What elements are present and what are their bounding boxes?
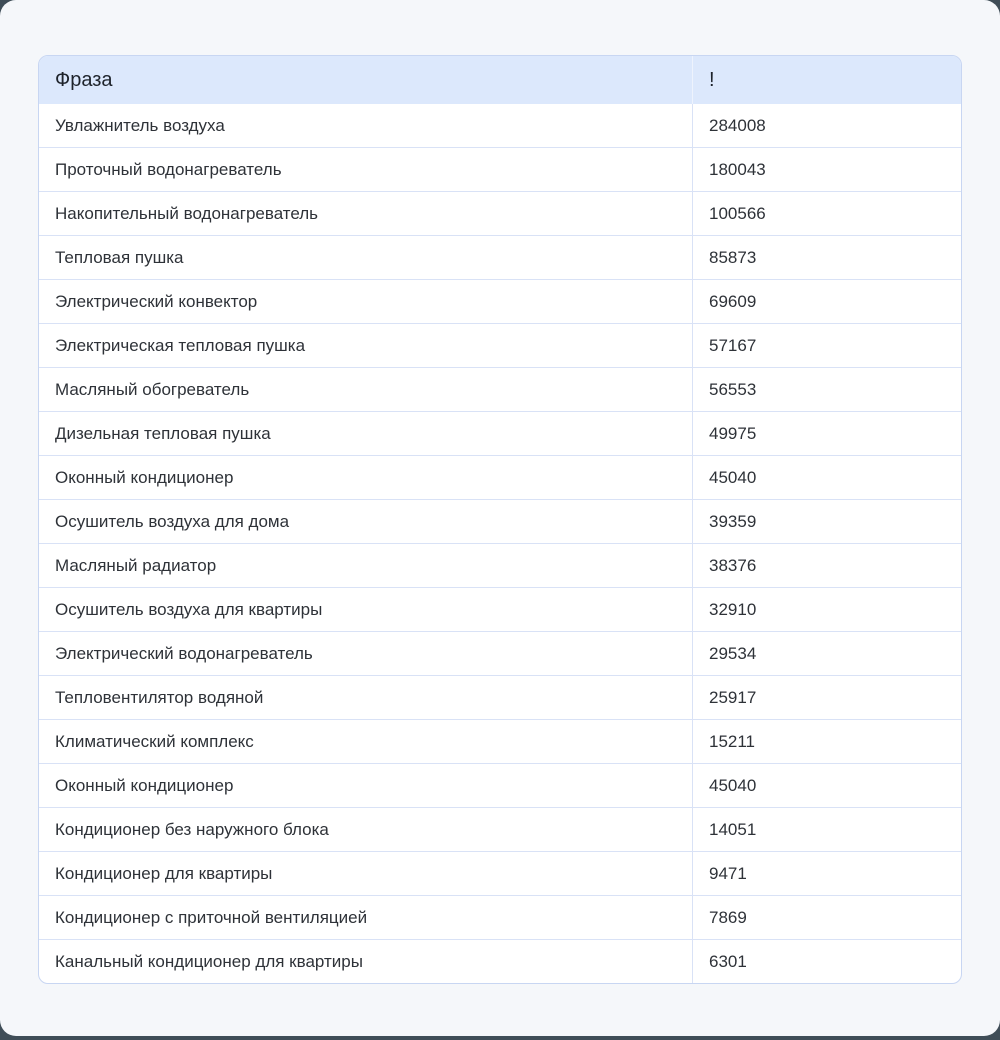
table-row	[39, 764, 961, 808]
frequency-cell: 100566	[693, 192, 962, 236]
phrase-cell: Кондиционер для квартиры	[39, 852, 693, 896]
table-row	[39, 368, 961, 412]
table-row	[39, 456, 961, 500]
table-row	[39, 412, 961, 456]
table-row	[39, 676, 961, 720]
phrase-cell: Масляный радиатор	[39, 544, 693, 588]
frequency-cell: 38376	[693, 544, 962, 588]
phrase-cell: Оконный кондиционер	[39, 456, 693, 500]
phrase-cell: Электрический водонагреватель	[39, 632, 693, 676]
phrase-cell: Климатический комплекс	[39, 720, 693, 764]
keyword-table-card	[38, 55, 962, 984]
table-row	[39, 940, 961, 984]
frequency-cell: 69609	[693, 280, 962, 324]
table-row	[39, 280, 961, 324]
phrase-cell: Тепловая пушка	[39, 236, 693, 280]
frequency-cell: 49975	[693, 412, 962, 456]
phrase-cell: Осушитель воздуха для дома	[39, 500, 693, 544]
phrase-cell: Тепловентилятор водяной	[39, 676, 693, 720]
frequency-cell: 45040	[693, 456, 962, 500]
frequency-cell: 25917	[693, 676, 962, 720]
table-row	[39, 632, 961, 676]
phrase-cell: Электрическая тепловая пушка	[39, 324, 693, 368]
frequency-cell: 85873	[693, 236, 962, 280]
table-body	[39, 104, 961, 983]
frequency-cell: 56553	[693, 368, 962, 412]
frequency-cell: 7869	[693, 896, 962, 940]
keyword-frequency-table	[39, 56, 961, 983]
phrase-cell: Электрический конвектор	[39, 280, 693, 324]
frequency-cell: 57167	[693, 324, 962, 368]
frequency-cell: 32910	[693, 588, 962, 632]
phrase-cell: Кондиционер с приточной вентиляцией	[39, 896, 693, 940]
phrase-cell: Оконный кондиционер	[39, 764, 693, 808]
table-row	[39, 236, 961, 280]
frequency-cell: 45040	[693, 764, 962, 808]
header-row	[39, 56, 961, 104]
phrase-cell: Кондиционер без наружного блока	[39, 808, 693, 852]
table-row	[39, 852, 961, 896]
phrase-cell: Увлажнитель воздуха	[55, 115, 225, 135]
table-row	[39, 544, 961, 588]
table-row	[39, 500, 961, 544]
phrase-cell: Масляный обогреватель	[39, 368, 693, 412]
table-row	[39, 588, 961, 632]
column-header-phrase: Фраза	[39, 56, 693, 104]
frequency-cell: 9471	[693, 852, 962, 896]
frequency-cell: 15211	[693, 720, 962, 764]
phrase-cell: Канальный кондиционер для квартиры	[39, 940, 693, 984]
frequency-cell: 6301	[693, 940, 962, 984]
phrase-cell: Осушитель воздуха для квартиры	[39, 588, 693, 632]
frequency-cell: 14051	[693, 808, 962, 852]
phrase-cell: Накопительный водонагреватель	[39, 192, 693, 236]
column-header-frequency: !	[693, 56, 962, 104]
table-row	[39, 720, 961, 764]
frequency-cell: 180043	[693, 148, 962, 192]
table-header	[39, 56, 961, 104]
phrase-cell: Дизельная тепловая пушка	[39, 412, 693, 456]
table-row	[39, 896, 961, 940]
table-row	[39, 104, 961, 148]
table-row	[39, 808, 961, 852]
table-row	[39, 324, 961, 368]
frequency-cell: 39359	[693, 500, 962, 544]
phrase-cell: Проточный водонагреватель	[39, 148, 693, 192]
table-row	[39, 148, 961, 192]
frequency-cell: 29534	[693, 632, 962, 676]
table-row	[39, 192, 961, 236]
frequency-cell: 284008	[693, 104, 962, 148]
